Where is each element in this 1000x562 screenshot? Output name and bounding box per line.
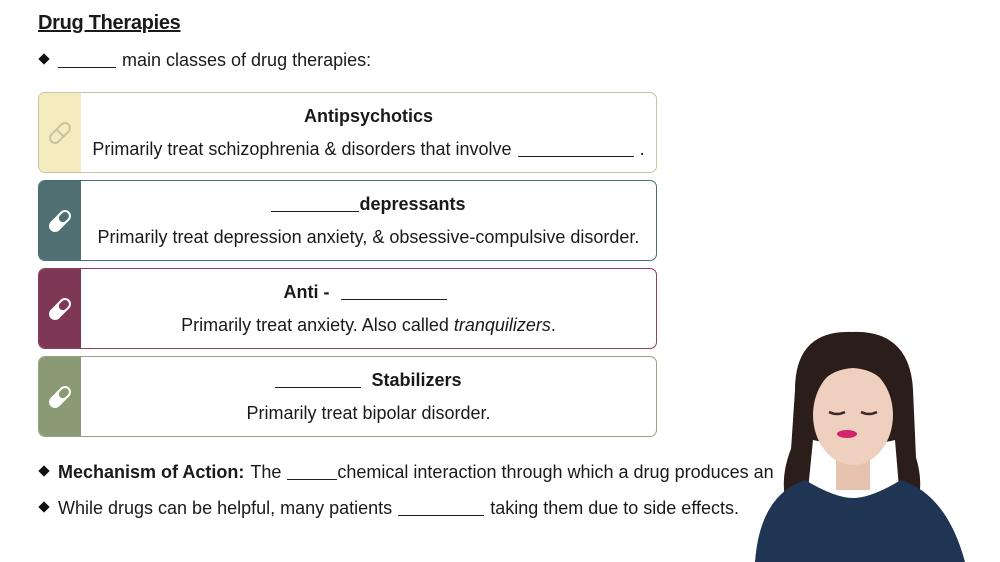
fill-in-blank [341,299,447,300]
card-description: Primarily treat schizophrenia & disorders that involve [92,138,512,159]
card-heading: Stabilizers [371,369,462,390]
pill-icon [45,294,75,324]
card-tab [39,269,81,348]
fill-in-blank [275,387,361,388]
side-effects-bullet [40,498,739,519]
intro-text: main classes of drug therapies: [122,50,372,70]
card-description-end: . [639,138,645,159]
card-antipsychotics [38,92,657,173]
bullet-diamond-icon [38,465,49,476]
bullet-diamond-icon [38,53,49,64]
mechanism-text-pre: The [250,462,282,482]
page-title: Drug Therapies [38,12,181,34]
card-description: Primarily treat anxiety. Also called [181,314,449,335]
mechanism-text-post: chemical interaction through which a drug produces an [337,462,774,482]
pill-icon [45,382,75,412]
side-effects-text-post: taking them due to side effects. [490,498,740,518]
card-description: Primarily treat depression anxiety, & obsessive-compulsive disorder. [97,226,640,247]
presenter-video [735,330,970,562]
mechanism-label: Mechanism of Action: [58,462,245,482]
card-heading: depressants [359,193,466,214]
card-tab [39,357,81,436]
pill-icon [45,118,75,148]
side-effects-text-pre: While drugs can be helpful, many patients [58,498,393,518]
card-tab [39,181,81,260]
fill-in-blank [287,479,337,480]
bullet-diamond-icon [38,501,49,512]
card-tab [39,93,81,172]
pill-icon [45,206,75,236]
fill-in-blank [58,67,116,68]
intro-bullet [40,50,371,71]
card-heading: Antipsychotics [303,105,434,126]
fill-in-blank [271,211,359,212]
fill-in-blank [398,515,484,516]
mechanism-bullet [40,462,774,483]
card-description-end: . [550,314,556,335]
card-mood-stabilizers [38,356,657,437]
card-heading: Anti - [283,281,330,302]
fill-in-blank [518,156,634,157]
card-description: Primarily treat bipolar disorder. [246,402,491,423]
card-antidepressants [38,180,657,261]
card-description-emphasis: tranquilizers [453,314,551,335]
card-anti-anxiety [38,268,657,349]
